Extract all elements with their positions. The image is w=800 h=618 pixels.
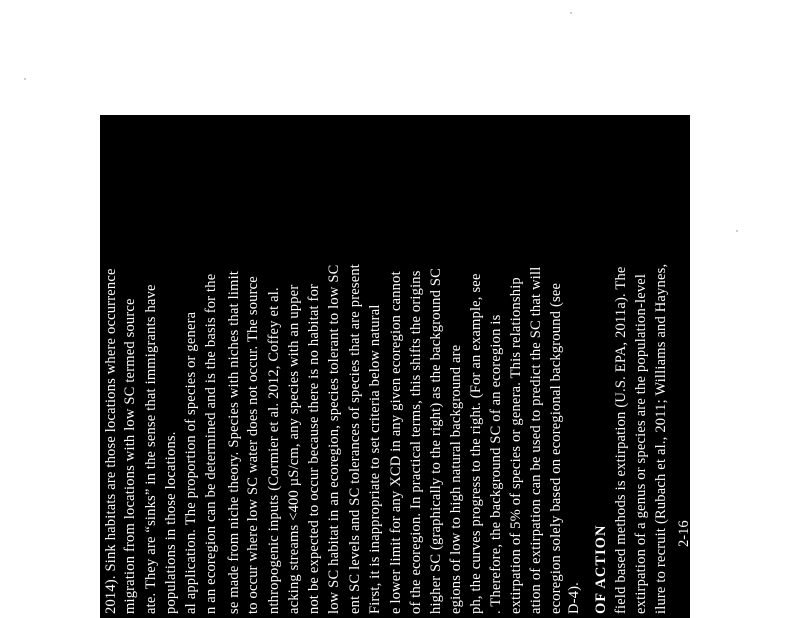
text-line: ate. They are “sinks” in the sense that immigrants have — [143, 284, 159, 614]
scanned-page — [100, 115, 690, 618]
text-line: n an ecoregion can be determined and is the basis for the — [203, 273, 219, 614]
scan-speck — [24, 78, 26, 80]
text-line: low SC habitat in an ecoregion, species tolerant to low SC — [326, 264, 342, 614]
text-line: extirpation of 5% of species or genera. This relationship — [508, 277, 524, 614]
text-line: D-4). — [566, 581, 582, 614]
text-line: populations in those locations. — [163, 431, 179, 614]
text-line: First, it is inappropriate to set criteria below natural — [367, 304, 383, 614]
scan-speck — [736, 230, 738, 232]
text-line: ilure to recruit (Rubach et al., 2011; Williams and Haynes, — [653, 263, 669, 614]
text-line: higher SC (graphically to the right) as the background SC — [428, 267, 444, 614]
text-line: egions of low to high natural background are — [448, 344, 464, 614]
text-line: ent SC levels and SC tolerances of species that are present — [347, 263, 363, 614]
text-line: not be expected to occur because there is no habitat for — [306, 283, 322, 614]
text-line: of the ecoregion. In practical terms, this shifts the origins — [408, 270, 424, 614]
text-line: al application. The proportion of species or genera — [183, 311, 199, 614]
text-line: nthropogenic inputs (Cormier et al. 2012, Coffey et al. — [266, 287, 282, 614]
section-heading: OF ACTION — [593, 524, 609, 614]
scan-speck — [570, 12, 572, 14]
text-line: ph, the curves progress to the right. (For an example, see — [468, 273, 484, 614]
rotated-text-block — [100, 115, 690, 618]
text-line: se made from niche theory. Species with niches that limit — [226, 270, 242, 614]
text-line: . Therefore, the background SC of an ecoregion is — [488, 314, 504, 614]
text-line: migration from locations with low SC termed source — [122, 298, 138, 614]
text-line: extirpation of a genus or species are the population-level — [633, 273, 649, 614]
text-line: ation of extirpation can be used to predict the SC that will — [528, 266, 544, 614]
text-line: 2014). Sink habitats are those locations where occurrence — [103, 268, 119, 614]
text-line: ecoregion solely based on ecoregional background (see — [548, 282, 564, 614]
page-number: 2-16 — [676, 520, 692, 547]
text-line: field based methods is extirpation (U.S. EPA, 2011a). The — [613, 266, 629, 614]
text-line: to occur where low SC water does not occur. The source — [245, 276, 261, 614]
text-line: e lower limit for any XCD in any given ecoregion cannot — [388, 271, 404, 614]
text-line: acking streams <400 µS/cm, any species with an upper — [286, 284, 302, 614]
